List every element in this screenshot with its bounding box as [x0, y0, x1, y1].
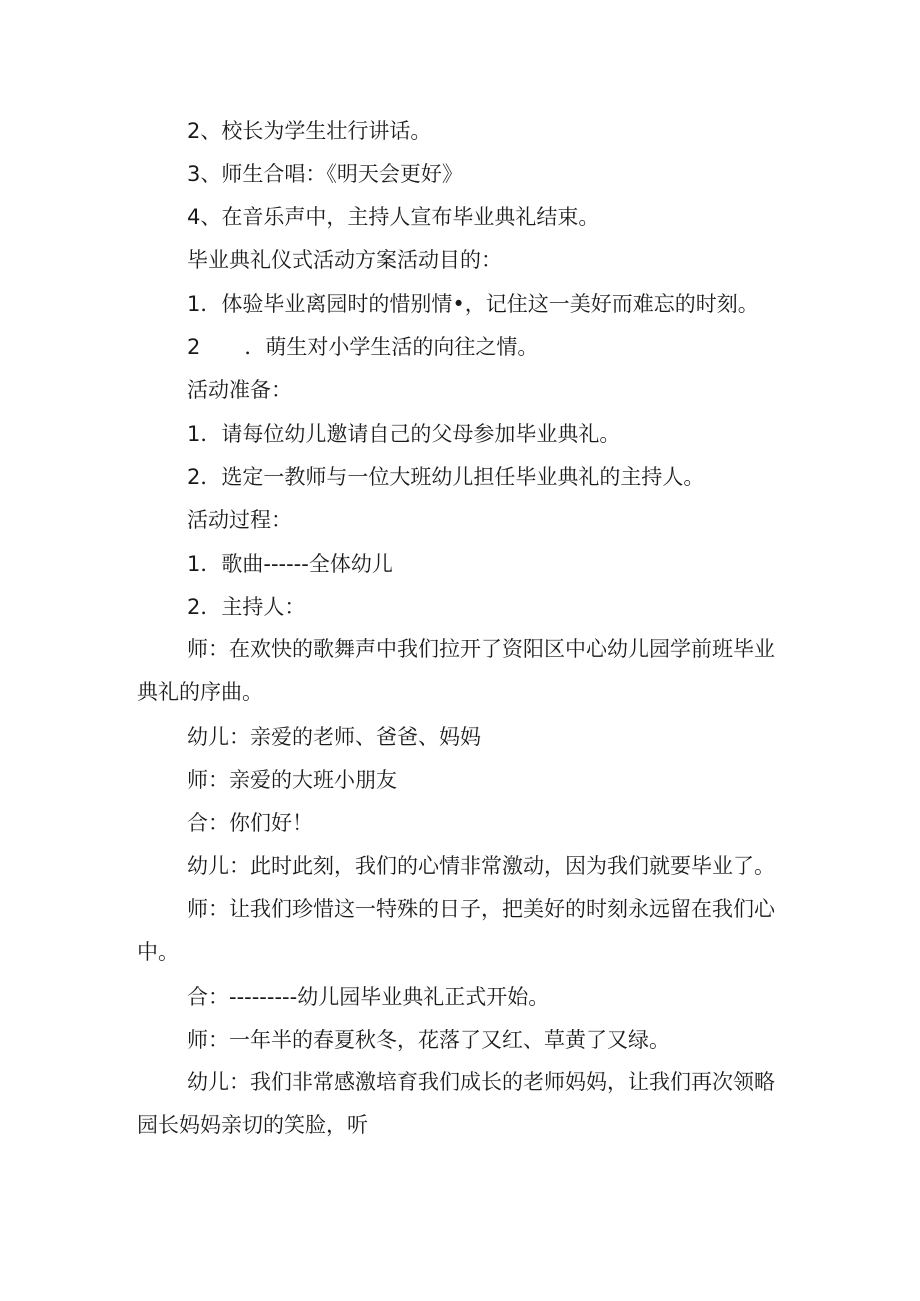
list-number: 2 [187, 335, 201, 359]
paragraph: 3、师生合唱：《明天会更好》 [187, 162, 463, 186]
section-heading: 毕业典礼仪式活动方案活动目的： [187, 248, 502, 272]
list-item: 1．歌曲------全体幼儿 [187, 552, 393, 576]
list-item: 2．主持人： [187, 595, 306, 619]
dialogue-paragraph: 师：让我们珍惜这一特殊的日子，把美好的时刻永远留在我们心中。 [137, 897, 775, 964]
list-item: 1．体验毕业离园时的惜别情•，记住这一美好而难忘的时刻。 [187, 292, 759, 316]
list-item: 1．请每位幼儿邀请自己的父母参加毕业典礼。 [187, 422, 621, 446]
dialogue-line: 师：亲爱的大班小朋友 [187, 768, 397, 792]
section-heading: 活动准备： [187, 378, 292, 402]
section-heading: 活动过程： [187, 508, 292, 532]
dialogue-line: 合：---------幼儿园毕业典礼正式开始。 [187, 985, 550, 1009]
dialogue-line: 幼儿：亲爱的老师、爸爸、妈妈 [187, 725, 481, 749]
paragraph: 2、校长为学生壮行讲话。 [187, 119, 432, 143]
paragraph: 4、在音乐声中，主持人宣布毕业典礼结束。 [187, 205, 600, 229]
list-text: ．萌生对小学生活的向往之情。 [244, 335, 539, 359]
dialogue-line: 幼儿：此时此刻，我们的心情非常激动，因为我们就要毕业了。 [187, 854, 775, 878]
dialogue-line: 合：你们好！ [187, 811, 313, 835]
list-item: 2．选定一教师与一位大班幼儿担任毕业典礼的主持人。 [187, 465, 705, 489]
dialogue-paragraph: 幼儿：我们非常感激培育我们成长的老师妈妈，让我们再次领略园长妈妈亲切的笑脸，听 [137, 1070, 775, 1137]
list-item [187, 326, 787, 369]
dialogue-line: 师：一年半的春夏秋冬，花落了又红、草黄了又绿。 [187, 1028, 670, 1052]
dialogue-paragraph: 师：在欢快的歌舞声中我们拉开了资阳区中心幼儿园学前班毕业典礼的序曲。 [137, 637, 775, 704]
